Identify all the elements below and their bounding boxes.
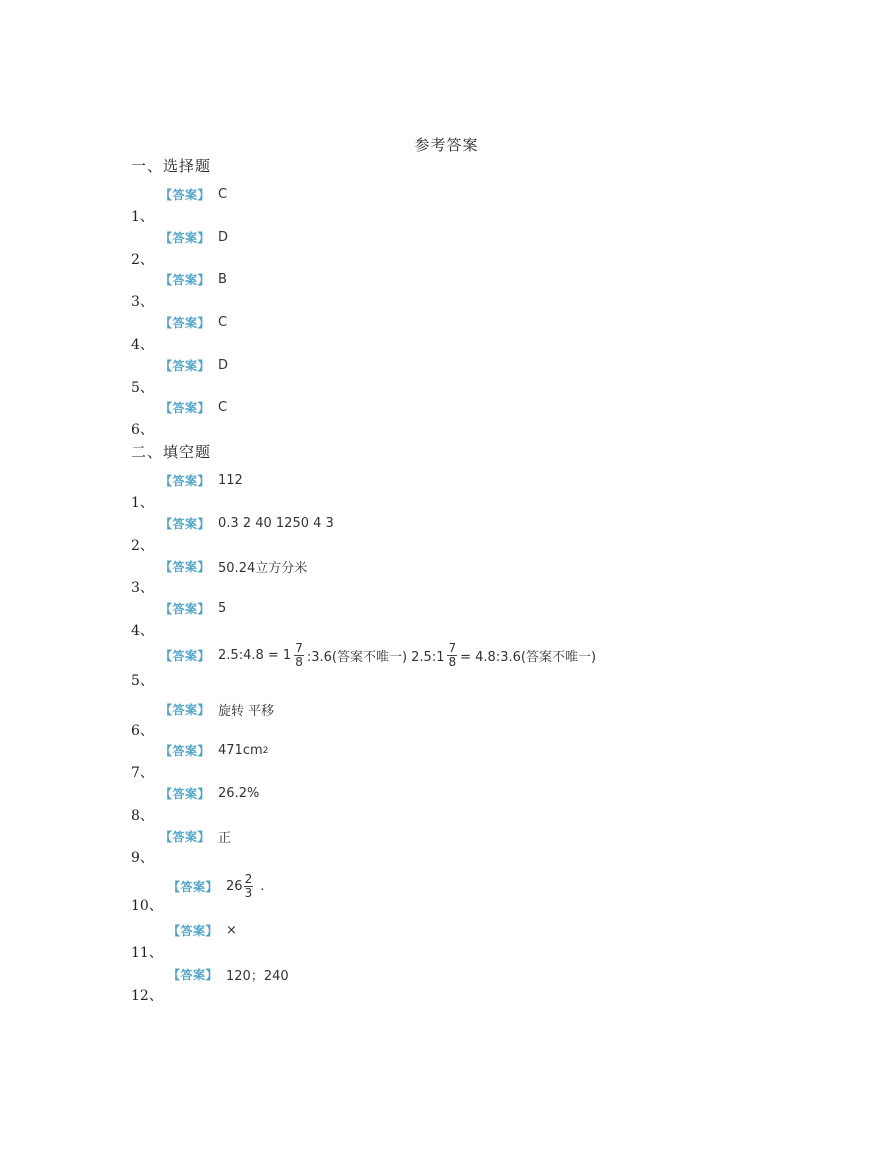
item-number: 6、 [131, 422, 154, 438]
item-number: 5、 [131, 380, 154, 396]
answer-tag: 【答案】 [160, 787, 211, 801]
answer-tag: 【答案】 [160, 649, 211, 663]
item-number: 4、 [131, 337, 154, 353]
answer-tail: . [260, 879, 265, 894]
answer-tag: 【答案】 [160, 231, 211, 245]
answer-tag: 【答案】 [160, 560, 211, 574]
item-number: 3、 [131, 580, 154, 596]
answer-text: 112 [218, 473, 243, 488]
answer-text: × [226, 923, 237, 938]
answer-text: 0.3 2 40 1250 4 3 [218, 516, 334, 531]
fill-item-8 [131, 785, 731, 825]
answer-row [160, 742, 268, 759]
item-number: 3、 [131, 294, 154, 310]
choice-item-2 [131, 229, 731, 269]
fraction [294, 642, 304, 669]
answer-row [160, 557, 307, 576]
fill-item-2 [131, 515, 731, 555]
answer-row [160, 229, 228, 246]
answer-tag: 【答案】 [160, 830, 211, 844]
answer-tag: 【答案】 [160, 602, 211, 616]
fraction [244, 873, 254, 900]
answer-row [160, 357, 228, 374]
item-number: 11、 [131, 945, 163, 961]
fill-item-12 [131, 965, 731, 1005]
answer-text: D [218, 358, 229, 373]
answer-text: 50.24立方分米 [218, 561, 308, 576]
answer-row [160, 314, 227, 331]
item-number: 8、 [131, 808, 154, 824]
answer-text: C [218, 400, 228, 415]
fraction-numerator: 7 [448, 641, 457, 655]
ratio-part-b: :3.6(答案不唯一) 2.5:1 [306, 650, 445, 665]
item-number: 1、 [131, 495, 154, 511]
answer-tag: 【答案】 [168, 968, 219, 982]
choice-item-5 [131, 357, 731, 397]
answer-tag: 【答案】 [160, 474, 211, 488]
answer-tag: 【答案】 [160, 703, 211, 717]
answer-text: 120；240 [226, 969, 289, 984]
choice-item-6 [131, 399, 731, 439]
item-number: 5、 [131, 673, 154, 689]
fraction-denominator: 3 [244, 886, 253, 900]
section-heading-choice: 一、选择题 [131, 157, 212, 175]
page-title: 参考答案 [414, 136, 479, 154]
fill-item-5 [131, 642, 731, 692]
mixed-number-whole: 26 [226, 879, 243, 894]
section-heading-fill: 二、填空题 [131, 443, 212, 461]
fill-item-1 [131, 472, 731, 512]
item-number: 4、 [131, 623, 154, 639]
answer-tag: 【答案】 [160, 316, 211, 330]
superscript: 2 [262, 745, 269, 756]
fill-item-11 [131, 922, 731, 962]
item-number: 10、 [131, 898, 163, 914]
item-number: 2、 [131, 252, 154, 268]
fill-item-6 [131, 700, 731, 740]
choice-item-1 [131, 186, 731, 226]
answer-tag: 【答案】 [168, 880, 219, 894]
answer-text: 正 [218, 831, 232, 846]
choice-item-3 [131, 271, 731, 311]
answer-text: 471cm [218, 743, 263, 758]
answer-tag: 【答案】 [168, 924, 219, 938]
answer-row [160, 827, 231, 846]
answer-text: 旋转 平移 [218, 704, 275, 719]
fill-item-10 [131, 873, 731, 918]
fraction-numerator: 2 [244, 872, 253, 886]
answer-row [168, 922, 237, 939]
answer-row [160, 399, 227, 416]
fill-item-9 [131, 827, 731, 867]
item-number: 7、 [131, 765, 154, 781]
answer-text: 26.2% [218, 786, 260, 801]
fraction-denominator: 8 [448, 655, 457, 669]
answer-row [160, 472, 243, 489]
item-number: 6、 [131, 723, 154, 739]
answer-row [160, 700, 274, 719]
answer-row [160, 600, 226, 617]
answer-row [160, 642, 596, 669]
answer-row [168, 965, 289, 984]
answer-row [160, 515, 334, 532]
choice-item-4 [131, 314, 731, 354]
answer-row [160, 271, 227, 288]
answer-tag: 【答案】 [160, 401, 211, 415]
fraction-denominator: 8 [295, 655, 303, 669]
answer-text: C [218, 315, 228, 330]
answer-row [160, 186, 227, 203]
answer-tag: 【答案】 [160, 188, 211, 202]
fraction [447, 642, 457, 669]
answer-row [160, 785, 259, 802]
ratio-part-c: = 4.8:3.6(答案不唯一) [460, 650, 597, 665]
item-number: 12、 [131, 988, 163, 1004]
fill-item-7 [131, 742, 731, 782]
answer-text: D [218, 230, 229, 245]
answer-tag: 【答案】 [160, 359, 211, 373]
item-number: 1、 [131, 209, 154, 225]
fill-item-3 [131, 557, 731, 597]
answer-text: C [218, 187, 228, 202]
fraction-numerator: 7 [295, 641, 303, 655]
fill-item-4 [131, 600, 731, 640]
answer-row [168, 873, 264, 900]
answer-tag: 【答案】 [160, 517, 211, 531]
item-number: 9、 [131, 850, 154, 866]
answer-text: B [218, 272, 227, 287]
ratio-part-a: 2.5:4.8 = 1 [218, 648, 292, 663]
answer-text: 5 [218, 601, 227, 616]
answer-tag: 【答案】 [160, 273, 211, 287]
item-number: 2、 [131, 538, 154, 554]
answer-tag: 【答案】 [160, 744, 211, 758]
